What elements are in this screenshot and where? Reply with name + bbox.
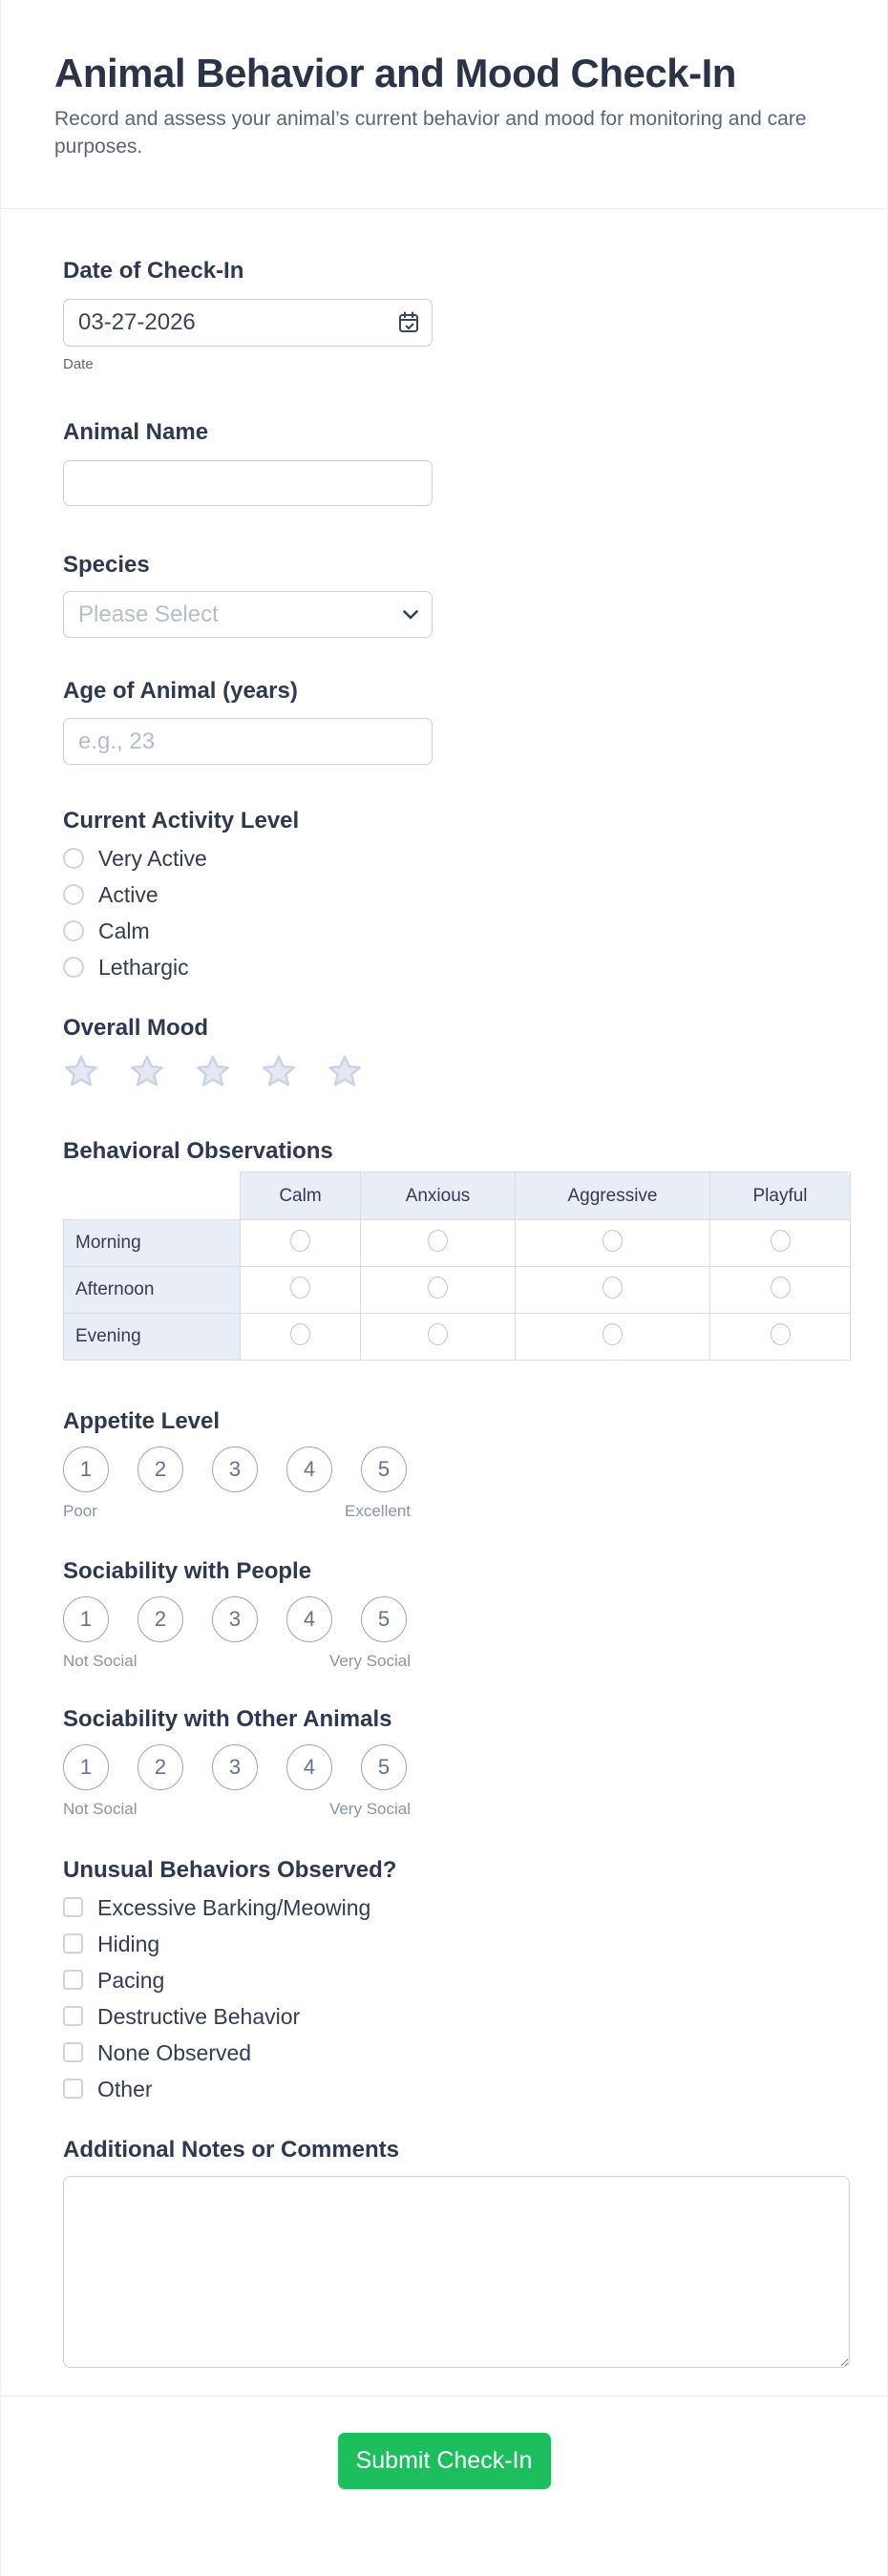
- matrix-table: [63, 1172, 851, 1361]
- matrix-cell: [710, 1314, 851, 1361]
- scale-option[interactable]: 5: [361, 1744, 407, 1790]
- matrix-cell: [516, 1314, 710, 1361]
- checkbox-option[interactable]: [63, 2076, 848, 2101]
- question-behavioral-observations: [63, 1137, 848, 1361]
- form-header: [1, 0, 887, 160]
- radio-option-label: Lethargic: [98, 955, 189, 980]
- notes-label: Additional Notes or Comments: [63, 2137, 400, 2163]
- checkbox-option-label: Pacing: [97, 1967, 165, 1993]
- matrix-column-header: Calm: [241, 1172, 361, 1220]
- question-sociability-people: [63, 1557, 848, 1672]
- question-age: [63, 677, 848, 765]
- radio-option-label: Very Active: [98, 846, 207, 871]
- scale-option[interactable]: 5: [361, 1446, 407, 1492]
- star-icon[interactable]: [195, 1054, 231, 1088]
- activity-level-label: Current Activity Level: [63, 808, 300, 834]
- matrix-cell: [710, 1220, 851, 1267]
- radio-option[interactable]: [63, 848, 848, 869]
- radio-icon[interactable]: [63, 957, 84, 978]
- star-icon[interactable]: [261, 1054, 297, 1088]
- matrix-radio-icon[interactable]: [428, 1277, 448, 1299]
- matrix-cell: [710, 1267, 851, 1314]
- radio-option-label: Calm: [98, 918, 150, 943]
- scale-option[interactable]: 1: [63, 1596, 109, 1642]
- matrix-radio-icon[interactable]: [290, 1323, 310, 1345]
- checkbox-option-label: Other: [97, 2076, 153, 2101]
- age-input[interactable]: [63, 718, 433, 765]
- scale-min-label: Poor: [63, 1502, 97, 1520]
- sociability-animals-label: Sociability with Other Animals: [63, 1706, 392, 1732]
- star-icon[interactable]: [327, 1054, 363, 1088]
- appetite-label: Appetite Level: [63, 1408, 221, 1434]
- form-footer: [1, 2397, 887, 2489]
- scale-max-label: Very Social: [328, 1652, 411, 1670]
- scale-max-label: Very Social: [328, 1800, 411, 1818]
- checkbox-icon[interactable]: [63, 1970, 83, 1990]
- date-input[interactable]: [63, 299, 433, 347]
- appetite-scale: [63, 1446, 407, 1492]
- matrix-radio-icon[interactable]: [771, 1277, 791, 1299]
- scale-max-label: Excellent: [345, 1502, 411, 1520]
- matrix-radio-icon[interactable]: [771, 1230, 791, 1252]
- scale-option[interactable]: 4: [286, 1446, 332, 1492]
- checkbox-icon[interactable]: [63, 2006, 83, 2026]
- star-rating: [63, 1054, 848, 1088]
- checkbox-option-label: Hiding: [97, 1931, 160, 1956]
- radio-icon[interactable]: [63, 920, 84, 941]
- notes-textarea[interactable]: [63, 2176, 850, 2368]
- sociability-people-scale: [63, 1596, 407, 1642]
- radio-icon[interactable]: [63, 848, 84, 869]
- animal-name-input[interactable]: [63, 460, 433, 506]
- date-label: Date of Check-In: [63, 258, 244, 284]
- matrix-row-header: Evening: [64, 1314, 241, 1361]
- checkbox-option[interactable]: [63, 2003, 848, 2029]
- species-select[interactable]: [63, 591, 433, 638]
- question-activity-level: [63, 807, 848, 978]
- matrix-radio-icon[interactable]: [290, 1277, 310, 1299]
- question-species: [63, 551, 848, 638]
- question-overall-mood: [63, 1014, 848, 1088]
- checkbox-icon[interactable]: [63, 1897, 83, 1917]
- matrix-radio-icon[interactable]: [771, 1323, 791, 1345]
- matrix-column-header: Aggressive: [516, 1172, 710, 1220]
- matrix-column-header: Anxious: [361, 1172, 516, 1220]
- date-sublabel: Date: [63, 356, 94, 372]
- form-subtitle: Record and assess your animal’s current behavior and mood for monitoring and care purposes.: [54, 108, 807, 158]
- question-appetite: [63, 1407, 848, 1522]
- species-placeholder: Please Select: [78, 601, 219, 627]
- radio-option[interactable]: [63, 884, 848, 905]
- scale-option[interactable]: 1: [63, 1446, 109, 1492]
- sociability-animals-scale: [63, 1744, 407, 1790]
- scale-option[interactable]: 3: [212, 1446, 258, 1492]
- checkbox-option[interactable]: [63, 1967, 848, 1993]
- matrix-radio-icon[interactable]: [428, 1323, 448, 1345]
- matrix-cell: [361, 1220, 516, 1267]
- matrix-cell: [516, 1220, 710, 1267]
- age-label: Age of Animal (years): [63, 678, 298, 704]
- checkbox-option[interactable]: [63, 2039, 848, 2065]
- scale-option[interactable]: 3: [212, 1596, 258, 1642]
- submit-button[interactable]: Submit Check-In: [338, 2433, 551, 2489]
- scale-option[interactable]: 1: [63, 1744, 109, 1790]
- calendar-picker-button[interactable]: [397, 310, 420, 335]
- matrix-cell: [241, 1267, 361, 1314]
- radio-icon[interactable]: [63, 884, 84, 905]
- matrix-row-header: Morning: [64, 1220, 241, 1267]
- matrix-column-header: Playful: [710, 1172, 851, 1220]
- matrix-row: [64, 1314, 851, 1361]
- question-sociability-animals: [63, 1705, 848, 1820]
- matrix-radio-icon[interactable]: [290, 1230, 310, 1252]
- matrix-head: [64, 1172, 851, 1220]
- scale-min-label: Not Social: [63, 1652, 137, 1670]
- scale-option[interactable]: 2: [137, 1446, 183, 1492]
- matrix-row: [64, 1267, 851, 1314]
- matrix-cell: [516, 1267, 710, 1314]
- matrix-cell: [361, 1314, 516, 1361]
- form-body: [1, 257, 887, 2368]
- behavioral-observations-label: Behavioral Observations: [63, 1138, 333, 1164]
- scale-option[interactable]: 3: [212, 1744, 258, 1790]
- header-divider: [1, 208, 887, 209]
- matrix-radio-icon[interactable]: [428, 1230, 448, 1252]
- matrix-row: [64, 1220, 851, 1267]
- radio-option-label: Active: [98, 882, 159, 907]
- radio-option[interactable]: [63, 957, 848, 978]
- species-label: Species: [63, 552, 150, 578]
- question-animal-name: [63, 418, 848, 506]
- unusual-behaviors-label: Unusual Behaviors Observed?: [63, 1857, 397, 1883]
- scale-min-label: Not Social: [63, 1800, 137, 1818]
- radio-option[interactable]: [63, 920, 848, 941]
- unusual-behaviors-options: [63, 1894, 848, 2101]
- checkbox-option-label: Excessive Barking/Meowing: [97, 1894, 371, 1920]
- checkbox-option-label: None Observed: [97, 2039, 252, 2065]
- calendar-check-icon: [397, 310, 420, 335]
- matrix-cell: [241, 1220, 361, 1267]
- question-unusual-behaviors: [63, 1856, 848, 2099]
- checkbox-option-label: Destructive Behavior: [97, 2003, 301, 2029]
- question-date: [63, 257, 848, 374]
- matrix-row-header: Afternoon: [64, 1267, 241, 1314]
- matrix-radio-icon[interactable]: [603, 1277, 623, 1299]
- activity-options: [63, 848, 848, 978]
- scale-option[interactable]: 4: [286, 1596, 332, 1642]
- checkbox-option[interactable]: [63, 1894, 848, 1920]
- overall-mood-label: Overall Mood: [63, 1015, 209, 1041]
- star-icon[interactable]: [63, 1054, 99, 1088]
- checkbox-icon[interactable]: [63, 2042, 83, 2062]
- matrix-corner-cell: [64, 1172, 241, 1220]
- scale-option[interactable]: 5: [361, 1596, 407, 1642]
- matrix-body: [64, 1220, 851, 1361]
- matrix-radio-icon[interactable]: [603, 1230, 623, 1252]
- scale-option[interactable]: 4: [286, 1744, 332, 1790]
- animal-name-label: Animal Name: [63, 419, 209, 445]
- checkbox-option[interactable]: [63, 1931, 848, 1956]
- question-notes: [63, 2136, 848, 2368]
- form-title: Animal Behavior and Mood Check-In: [54, 51, 736, 95]
- chevron-down-icon: [403, 610, 418, 620]
- matrix-cell: [361, 1267, 516, 1314]
- scale-option[interactable]: 2: [137, 1744, 183, 1790]
- matrix-radio-icon[interactable]: [603, 1323, 623, 1345]
- sociability-people-label: Sociability with People: [63, 1558, 312, 1584]
- checkbox-icon[interactable]: [63, 1933, 83, 1953]
- matrix-cell: [241, 1314, 361, 1361]
- scale-option[interactable]: 2: [137, 1596, 183, 1642]
- checkbox-icon[interactable]: [63, 2079, 83, 2099]
- star-icon[interactable]: [129, 1054, 165, 1088]
